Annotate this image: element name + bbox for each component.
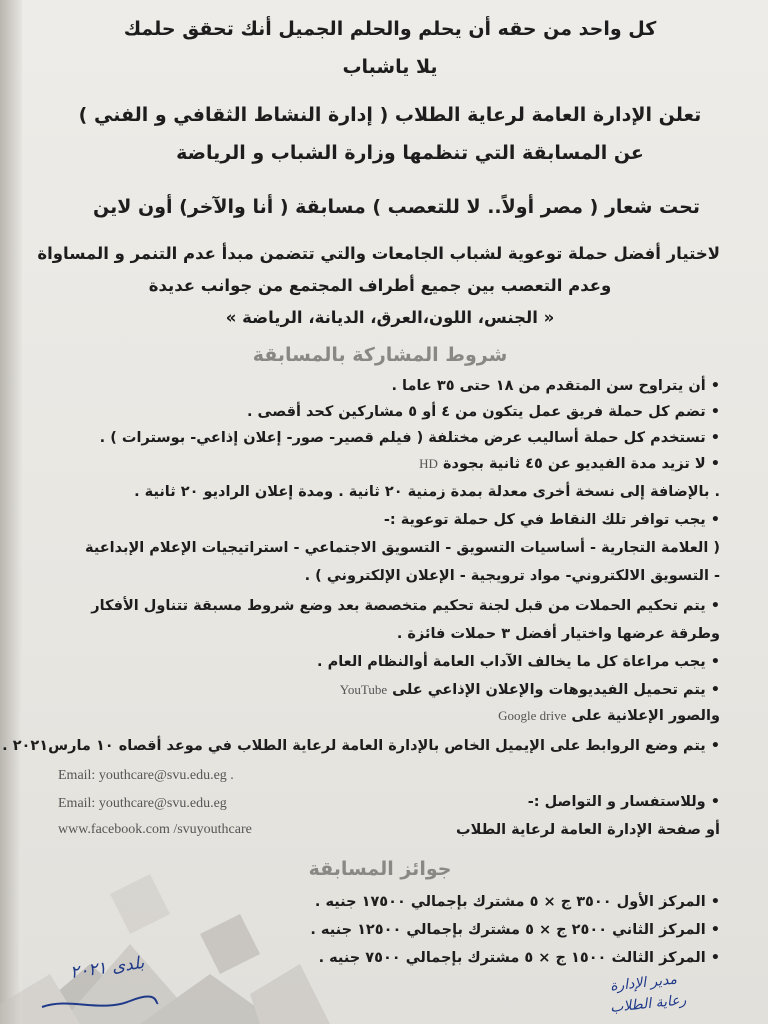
condition-item: • تستخدم كل حملة أساليب عرض مختلفة ( فيلم قصير- صور- إعلان إذاعي- بوسترات ) .: [99, 430, 720, 446]
conditions-title: شروط المشاركة بالمسابقة: [252, 344, 508, 366]
condition-item: • يجب توافر تلك النقاط في كل حملة توعوية :-: [383, 512, 720, 528]
handwritten-signature-right: مدير الإدارة: [609, 971, 678, 995]
condition-item: - التسويق الالكتروني- مواد ترويجية - الإعلان الإلكتروني ) .: [304, 568, 720, 584]
condition-item: • يتم وضع الروابط على الإيميل الخاص بالإدارة العامة لرعاية الطلاب في موعد أقصاه ١٠ مارس٢٠٢١ .: [2, 738, 720, 754]
announcement-line-2: عن المسابقة التي تنظمها وزارة الشباب و الرياضة: [176, 142, 644, 164]
inquiry-label: • وللاستفسار و التواصل :-: [527, 794, 720, 810]
condition-item: • يجب مراعاة كل ما يخالف الآداب العامة أوالنظام العام .: [317, 654, 720, 670]
condition-text: • لا تزيد مدة الفيديو عن ٤٥ ثانية بجودة: [442, 456, 720, 472]
intro-line-2: وعدم التعصب بين جميع أطراف المجتمع من جوانب عديدة: [148, 276, 612, 295]
intro-line: لاختيار أفضل حملة توعوية لشباب الجامعات والتي تتضمن مبدأ عدم التنمر و المساواة: [37, 244, 720, 263]
condition-item: وطرقة عرضها واختيار أفضل ٣ حملات فائزة .: [396, 626, 720, 642]
condition-item: . بالإضافة إلى نسخة أخرى معدلة بمدة زمنية ٢٠ ثانية . ومدة إعلان الراديو ٢٠ ثانية .: [134, 484, 720, 500]
handwritten-signature-right-2: رعاية الطلاب: [609, 992, 688, 1016]
handwritten-signature-left: بلدی ٢٠٢١: [68, 952, 146, 984]
hd-label: HD: [419, 456, 438, 471]
condition-item: [100, 456, 720, 472]
prizes-title: جوائز المسابقة: [308, 858, 452, 880]
condition-item: • يتم تحكيم الحملات من قبل لجنة تحكيم متخصصة بعد وضع شروط مسبقة تتناول الأفكار: [91, 598, 720, 614]
announcement-slogan: تحت شعار ( مصر أولاً.. لا للتعصب ) مسابقة ( أنا والآخر) أون لاين: [93, 196, 700, 218]
google-drive-label: Google drive: [498, 708, 567, 723]
youtube-label: YouTube: [339, 682, 388, 697]
prize-item: • المركز الثالث ١٥٠٠ ج × ٥ مشترك بإجمالي ٧٥٠٠ جنيه .: [318, 950, 720, 966]
signature-stroke: [40, 995, 160, 1015]
contact-email: Email: youthcare@svu.edu.eg: [58, 796, 227, 811]
condition-item: • تضم كل حملة فريق عمل يتكون من ٤ أو ٥ مشاركين كحد أقصى .: [246, 404, 720, 420]
intro-line-3: « الجنس، اللون،العرق، الديانة، الرياضة »: [225, 308, 555, 327]
slogan-line: كل واحد من حقه أن يحلم والحلم الجميل أنك تحقق حلمك: [123, 18, 657, 40]
condition-item: [100, 682, 720, 698]
condition-text: والصور الإعلانية على: [571, 708, 720, 724]
condition-item: ( العلامة التجارية - أساسيات التسويق - التسويق الاجتماعي - استراتيجيات الإعلام الإبداعية: [85, 540, 720, 556]
prize-item: • المركز الثاني ٢٥٠٠ ج × ٥ مشترك بإجمالي ١٢٥٠٠ جنيه .: [310, 922, 720, 938]
prize-item: • المركز الأول ٣٥٠٠ ج × ٥ مشترك بإجمالي ١٧٥٠٠ جنيه .: [314, 894, 720, 910]
slogan-line-2: يلا ياشباب: [342, 56, 438, 78]
condition-item: • أن يتراوح سن المتقدم من ١٨ حتى ٣٥ عاما .: [391, 378, 720, 394]
contact-email: Email: youthcare@svu.edu.eg .: [58, 768, 234, 783]
announcement-line: تعلن الإدارة العامة لرعاية الطلاب ( إدارة النشاط الثقافي و الفني ): [78, 104, 702, 126]
condition-text: • يتم تحميل الفيديوهات والإعلان الإذاعي على: [392, 682, 720, 698]
student-care-page: أو صفحة الإدارة العامة لرعاية الطلاب: [456, 822, 720, 838]
contact-facebook: www.facebook.com /svuyouthcare: [58, 822, 252, 837]
condition-item: [100, 708, 720, 724]
